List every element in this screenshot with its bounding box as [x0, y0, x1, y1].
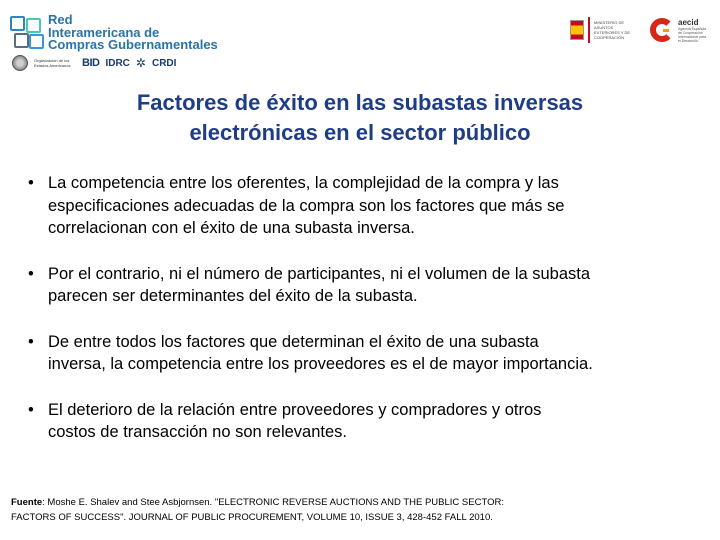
- bullet-dot: •: [28, 264, 34, 283]
- idrc-logo: IDRC: [105, 57, 130, 69]
- source-text: : Moshe E. Shalev and Stee Asbjornsen. "ELECTRONIC REVERSE AUCTIONS AND THE PUBLIC SECTOR:: [42, 497, 504, 508]
- crdi-star-icon: ✲: [135, 56, 146, 70]
- bullet-item: [28, 172, 718, 240]
- ricg-logo-text: [48, 14, 218, 52]
- bullet-line: inversa, la competencia entre los proveedores es el de mayor importancia.: [48, 355, 593, 373]
- bid-logo: BID: [82, 57, 100, 69]
- ricg-line: Red: [48, 12, 73, 27]
- bullet-line: costos de transacción no son relevantes.: [48, 423, 348, 441]
- bullet-item: [28, 263, 718, 308]
- ricg-logo: [10, 10, 218, 56]
- ricg-line: Compras Gubernamentales: [48, 37, 218, 52]
- bullet-dot: •: [28, 400, 34, 419]
- source-line: [11, 495, 711, 510]
- bullet-line: La competencia entre los oferentes, la complejidad de la compra y las: [48, 174, 559, 192]
- bullet-line: especificaciones adecuadas de la compra son los factores que más se: [48, 196, 565, 215]
- source-line: FACTORS OF SUCCESS". JOURNAL OF PUBLIC PROCUREMENT, VOLUME 10, ISSUE 3, 428-452 FALL 2010.: [11, 512, 493, 523]
- aecid-subtext: Agencia Española de Cooperación Internacional para el Desarrollo: [678, 26, 707, 43]
- bullet-line: parecen ser determinantes del éxito de la subasta.: [48, 287, 418, 305]
- bullet-dot: •: [28, 174, 34, 192]
- bullet-line: De entre todos los factores que determinan el éxito de una subasta: [48, 332, 539, 351]
- title-line: Factores de éxito en las subastas inversas: [136, 90, 584, 115]
- bullet-item: [28, 331, 718, 376]
- bullet-line: El deterioro de la relación entre proveedores y compradores y otros: [48, 400, 542, 419]
- title-line: electrónicas en el sector público: [189, 120, 531, 145]
- crdi-logo: CRDI: [151, 57, 177, 69]
- spain-ministry-logo: [570, 16, 640, 44]
- slide-title: [30, 88, 690, 148]
- bullet-item: [28, 399, 718, 444]
- oea-text: Organización de los Estados Americanos: [34, 58, 71, 68]
- source-label: Fuente: [11, 497, 43, 508]
- bullet-line: correlacionan con el éxito de una subasta inversa.: [48, 219, 415, 237]
- spain-ministry-text: MINISTERIO DE ASUNTOS EXTERIORES Y DE COOPERACIÓN: [594, 20, 631, 40]
- bullet-list: [28, 172, 718, 444]
- bullet-dot: •: [28, 332, 34, 351]
- spain-shield-icon: [570, 20, 584, 40]
- aecid-logo: [650, 14, 714, 46]
- bullet-line: Por el contrario, ni el número de participantes, ni el volumen de la subasta: [48, 264, 591, 283]
- source-citation: [11, 495, 711, 525]
- sponsor-logos: [12, 55, 176, 71]
- aecid-text: aecid: [678, 17, 699, 27]
- ricg-line: Interamericana de: [48, 24, 160, 40]
- ricg-squares-icon: [10, 16, 46, 52]
- spain-bar: [588, 17, 590, 43]
- oea-seal-icon: [12, 55, 28, 71]
- aecid-mark-icon: [650, 18, 674, 42]
